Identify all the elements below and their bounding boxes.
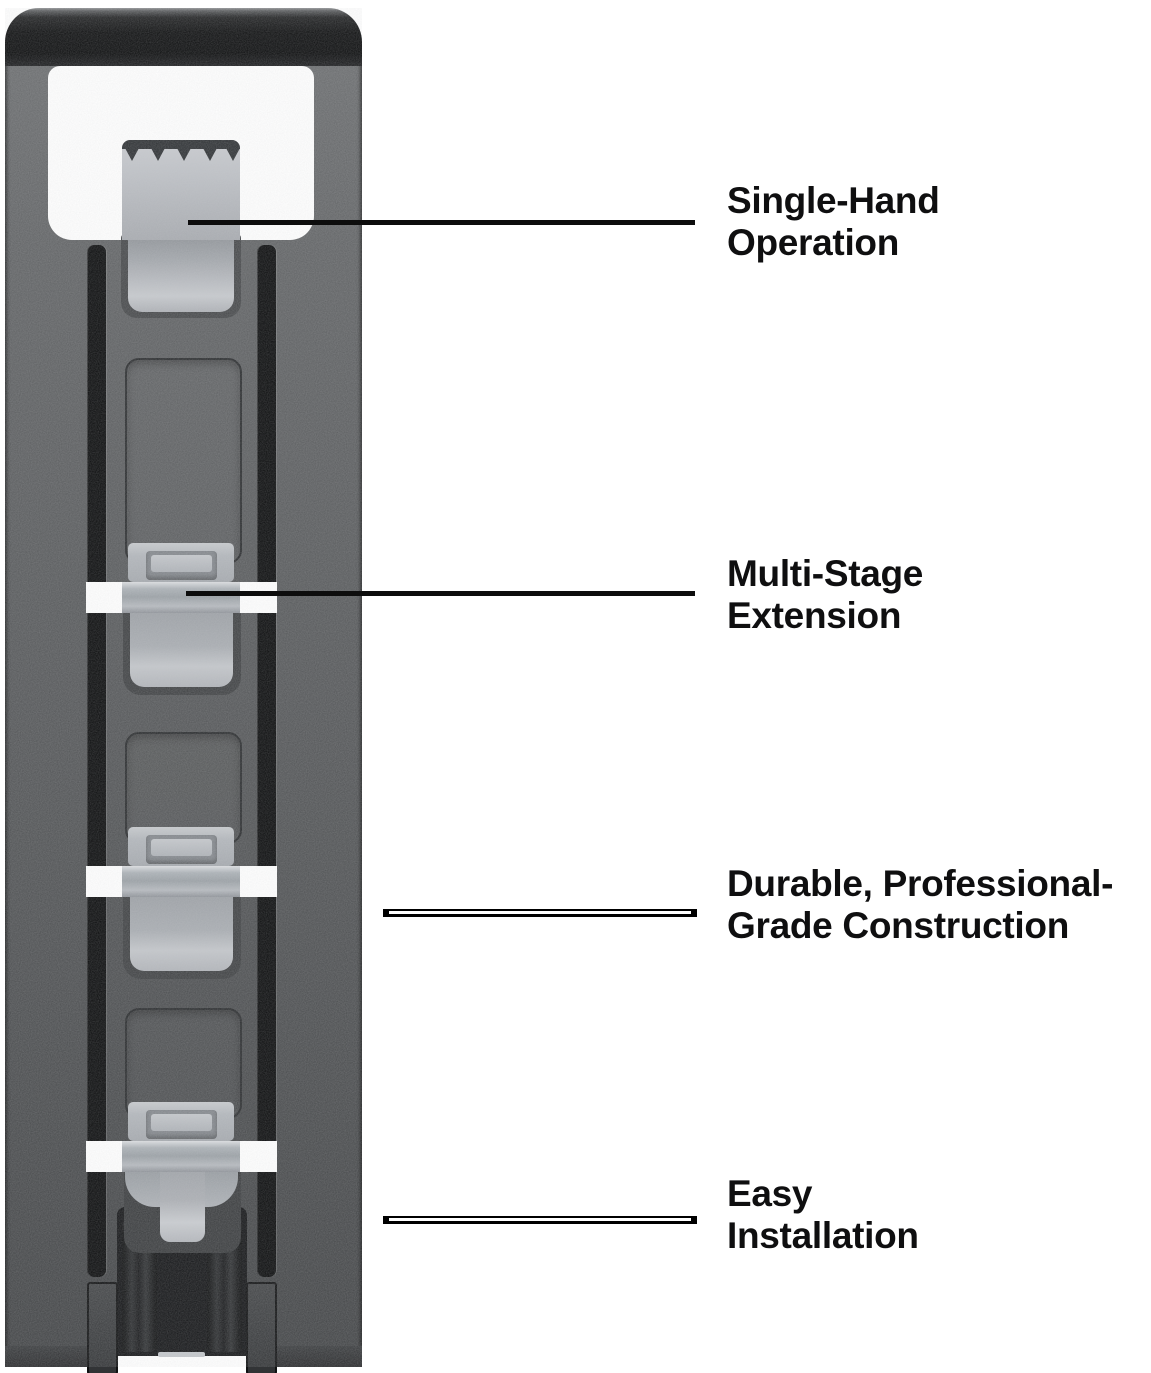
latch-notch-right [240,866,277,897]
latch-tongue [130,613,233,687]
feature-title-line: Grade Construction [727,905,1070,946]
feature-title-line: Installation [727,1215,919,1256]
callout-label-2 [727,553,923,637]
callout-line-4 [384,1216,696,1224]
callout-label-4 [727,1173,919,1257]
latch-notch-right [240,582,277,613]
latch-stem [160,1172,205,1242]
latch-band [122,866,240,897]
callout-line-3 [384,909,696,917]
ratchet-tooth-icon [226,148,240,161]
bottom-plate-strip [158,1352,205,1357]
ratchet-tooth-icon [151,148,165,161]
release-latch-2 [5,543,362,703]
segment-panel-1 [125,358,242,564]
latch-band [122,582,240,613]
callout-line-1 [188,220,695,225]
latch-notch-right [240,1141,277,1172]
latch-notch-left [86,866,122,897]
latch-slide-bar [151,839,212,856]
feature-title-line: Durable, Professional- [727,863,1114,904]
latch-slide-bar [151,555,212,572]
ratchet-tooth-icon [125,148,139,161]
release-latch-4 [5,1102,362,1262]
ratchet-tooth-icon [177,148,191,161]
telescoping-pole-product [5,8,362,1373]
mounting-foot-left [87,1282,118,1373]
mounting-foot-right [246,1282,277,1373]
latch-notch-left [86,582,122,613]
latch-1-lower-tab [128,240,234,312]
latch-band [122,1141,240,1172]
latch-slide-bar [151,1114,212,1131]
release-latch-3 [5,827,362,987]
feature-title-line: Easy [727,1173,813,1214]
callout-label-1 [727,180,940,264]
bottom-gap [112,1356,248,1373]
feature-title-line: Multi-Stage [727,553,924,594]
callout-label-3 [727,863,1113,947]
feature-title-line: Operation [727,222,900,263]
feature-title-line: Extension [727,595,902,636]
latch-tongue [130,897,233,971]
top-handle-bar [5,8,362,66]
feature-title-line: Single-Hand [727,180,940,221]
latch-notch-left [86,1141,122,1172]
callout-line-2 [186,591,695,596]
ratchet-tooth-icon [203,148,217,161]
